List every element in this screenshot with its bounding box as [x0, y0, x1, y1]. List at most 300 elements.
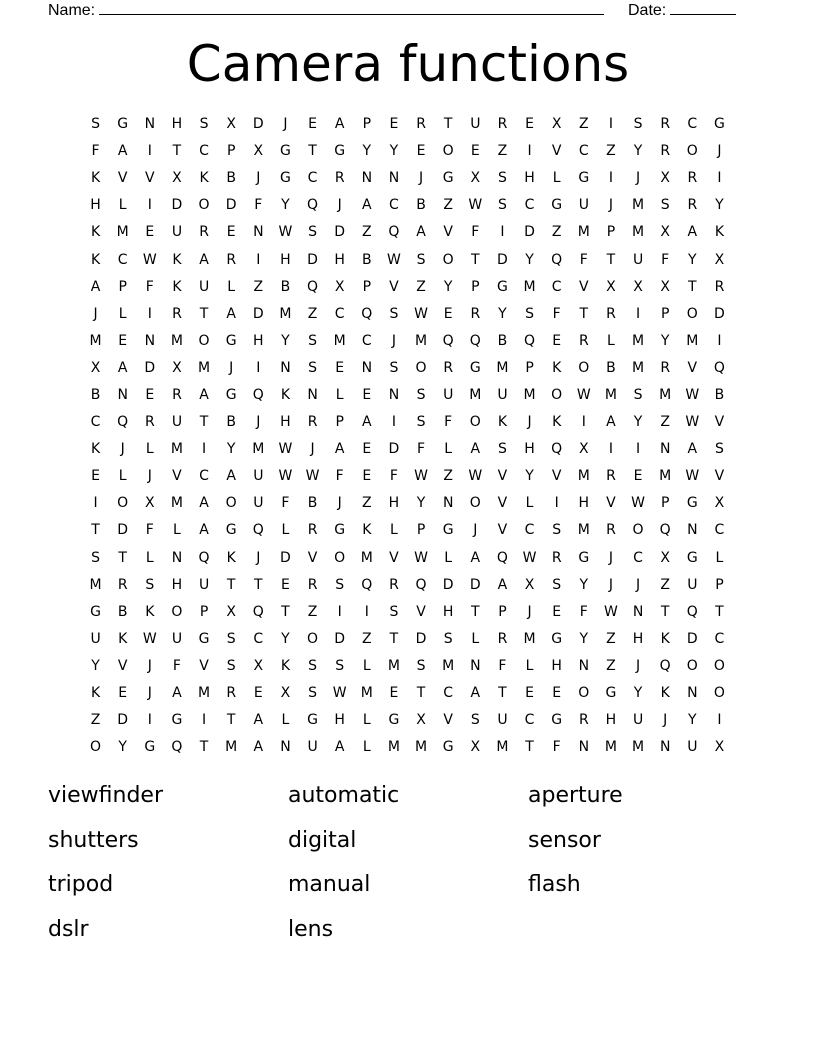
- grid-letter[interactable]: F: [579, 251, 588, 268]
- grid-letter[interactable]: M: [577, 224, 590, 241]
- grid-letter[interactable]: R: [226, 251, 237, 268]
- grid-letter[interactable]: S: [91, 116, 100, 133]
- grid-letter[interactable]: O: [713, 657, 725, 674]
- grid-letter[interactable]: R: [660, 359, 671, 376]
- grid-letter[interactable]: W: [468, 468, 483, 485]
- grid-letter[interactable]: H: [171, 576, 183, 593]
- grid-letter[interactable]: D: [225, 197, 237, 214]
- grid-letter[interactable]: M: [333, 332, 346, 349]
- grid-letter[interactable]: O: [686, 657, 698, 674]
- grid-letter[interactable]: O: [686, 305, 698, 322]
- grid-letter[interactable]: F: [552, 739, 561, 756]
- grid-letter[interactable]: U: [253, 468, 264, 485]
- grid-letter[interactable]: P: [226, 143, 236, 160]
- grid-letter[interactable]: J: [717, 143, 722, 160]
- grid-letter[interactable]: J: [608, 549, 613, 566]
- grid-letter[interactable]: G: [442, 739, 454, 756]
- grid-letter[interactable]: V: [497, 522, 508, 539]
- grid-letter[interactable]: H: [388, 495, 400, 512]
- grid-letter[interactable]: T: [254, 576, 263, 593]
- grid-letter[interactable]: R: [389, 576, 399, 593]
- grid-letter[interactable]: S: [389, 603, 399, 620]
- grid-letter[interactable]: G: [551, 630, 563, 647]
- grid-letter[interactable]: J: [635, 657, 641, 674]
- grid-letter[interactable]: C: [199, 468, 209, 485]
- grid-letter[interactable]: E: [443, 305, 453, 322]
- grid-letter[interactable]: J: [635, 170, 641, 187]
- grid-letter[interactable]: Q: [307, 278, 319, 295]
- grid-letter[interactable]: C: [199, 143, 209, 160]
- grid-letter[interactable]: I: [581, 414, 586, 431]
- grid-letter[interactable]: E: [145, 386, 155, 403]
- grid-letter[interactable]: M: [604, 739, 617, 756]
- grid-letter[interactable]: K: [90, 441, 101, 458]
- grid-letter[interactable]: E: [525, 685, 534, 702]
- grid-letter[interactable]: M: [170, 495, 183, 512]
- grid-letter[interactable]: T: [416, 685, 426, 702]
- grid-letter[interactable]: X: [172, 359, 182, 376]
- grid-letter[interactable]: N: [659, 739, 671, 756]
- grid-letter[interactable]: D: [280, 549, 291, 566]
- grid-letter[interactable]: V: [687, 359, 698, 376]
- grid-letter[interactable]: F: [389, 468, 398, 485]
- grid-letter[interactable]: M: [523, 386, 536, 403]
- grid-letter[interactable]: J: [147, 657, 152, 674]
- grid-letter[interactable]: G: [334, 522, 346, 539]
- grid-letter[interactable]: K: [280, 657, 291, 674]
- grid-letter[interactable]: W: [576, 386, 591, 403]
- grid-letter[interactable]: Q: [307, 197, 319, 214]
- grid-letter[interactable]: I: [717, 712, 722, 729]
- grid-letter[interactable]: G: [280, 143, 291, 160]
- grid-letter[interactable]: A: [226, 305, 236, 322]
- grid-letter[interactable]: I: [635, 305, 641, 322]
- grid-letter[interactable]: S: [91, 549, 100, 566]
- grid-letter[interactable]: E: [91, 468, 100, 485]
- grid-letter[interactable]: K: [172, 251, 182, 268]
- grid-letter[interactable]: U: [443, 386, 454, 403]
- grid-letter[interactable]: Y: [443, 278, 453, 295]
- grid-letter[interactable]: I: [201, 441, 207, 458]
- grid-letter[interactable]: I: [364, 603, 369, 620]
- grid-letter[interactable]: W: [685, 468, 700, 485]
- grid-letter[interactable]: D: [524, 224, 535, 241]
- grid-letter[interactable]: Y: [226, 441, 236, 458]
- grid-letter[interactable]: N: [632, 603, 644, 620]
- grid-letter[interactable]: U: [307, 739, 318, 756]
- grid-letter[interactable]: N: [253, 224, 264, 241]
- grid-letter[interactable]: K: [90, 224, 101, 241]
- grid-letter[interactable]: A: [199, 522, 209, 539]
- grid-letter[interactable]: F: [661, 251, 670, 268]
- grid-letter[interactable]: X: [714, 495, 725, 512]
- grid-letter[interactable]: F: [417, 441, 426, 458]
- grid-letter[interactable]: J: [256, 170, 261, 187]
- grid-letter[interactable]: B: [307, 495, 318, 512]
- grid-letter[interactable]: Q: [524, 332, 536, 349]
- grid-letter[interactable]: M: [523, 278, 536, 295]
- grid-letter[interactable]: H: [253, 332, 264, 349]
- grid-letter[interactable]: G: [307, 712, 318, 729]
- name-blank-line[interactable]: [99, 0, 604, 15]
- grid-letter[interactable]: Y: [633, 414, 643, 431]
- grid-letter[interactable]: L: [362, 657, 371, 674]
- grid-letter[interactable]: Y: [579, 576, 589, 593]
- grid-letter[interactable]: X: [334, 278, 345, 295]
- grid-letter[interactable]: R: [199, 224, 209, 241]
- grid-letter[interactable]: V: [145, 170, 155, 187]
- grid-letter[interactable]: Q: [442, 332, 454, 349]
- grid-letter[interactable]: C: [633, 549, 643, 566]
- grid-letter[interactable]: F: [91, 143, 100, 160]
- grid-letter[interactable]: M: [632, 197, 645, 214]
- grid-letter[interactable]: X: [524, 576, 535, 593]
- grid-letter[interactable]: M: [170, 441, 183, 458]
- grid-letter[interactable]: M: [116, 224, 129, 241]
- grid-letter[interactable]: Q: [659, 657, 671, 674]
- grid-letter[interactable]: S: [470, 712, 480, 729]
- grid-letter[interactable]: A: [226, 468, 236, 485]
- grid-letter[interactable]: X: [90, 359, 101, 376]
- grid-letter[interactable]: L: [118, 468, 127, 485]
- grid-letter[interactable]: T: [660, 603, 670, 620]
- grid-letter[interactable]: V: [389, 278, 399, 295]
- grid-letter[interactable]: L: [118, 197, 127, 214]
- grid-letter[interactable]: C: [389, 197, 399, 214]
- grid-letter[interactable]: L: [552, 170, 561, 187]
- grid-letter[interactable]: N: [442, 495, 454, 512]
- grid-letter[interactable]: R: [578, 712, 589, 729]
- grid-letter[interactable]: E: [308, 116, 317, 133]
- grid-letter[interactable]: Z: [307, 603, 318, 620]
- grid-letter[interactable]: O: [469, 414, 481, 431]
- grid-letter[interactable]: R: [172, 305, 182, 322]
- grid-letter[interactable]: S: [226, 657, 236, 674]
- grid-letter[interactable]: O: [198, 332, 210, 349]
- grid-letter[interactable]: Q: [361, 305, 373, 322]
- grid-letter[interactable]: Y: [715, 197, 724, 214]
- grid-letter[interactable]: G: [144, 739, 156, 756]
- grid-letter[interactable]: Y: [579, 630, 589, 647]
- grid-letter[interactable]: K: [90, 251, 101, 268]
- grid-letter[interactable]: B: [90, 386, 101, 403]
- grid-letter[interactable]: G: [686, 549, 698, 566]
- grid-letter[interactable]: L: [471, 630, 480, 647]
- grid-letter[interactable]: H: [632, 630, 644, 647]
- grid-letter[interactable]: L: [444, 441, 453, 458]
- grid-letter[interactable]: E: [335, 359, 345, 376]
- grid-letter[interactable]: D: [334, 630, 346, 647]
- grid-letter[interactable]: F: [335, 468, 344, 485]
- grid-letter[interactable]: R: [606, 305, 616, 322]
- grid-letter[interactable]: X: [253, 657, 264, 674]
- grid-letter[interactable]: O: [307, 630, 319, 647]
- grid-letter[interactable]: K: [714, 224, 725, 241]
- grid-letter[interactable]: V: [117, 657, 128, 674]
- grid-letter[interactable]: X: [145, 495, 155, 512]
- grid-letter[interactable]: P: [660, 495, 670, 512]
- grid-letter[interactable]: W: [142, 630, 157, 647]
- grid-letter[interactable]: Z: [307, 305, 318, 322]
- grid-letter[interactable]: B: [416, 197, 426, 214]
- grid-letter[interactable]: V: [443, 224, 453, 241]
- grid-letter[interactable]: D: [252, 305, 264, 322]
- grid-letter[interactable]: D: [469, 576, 481, 593]
- grid-letter[interactable]: P: [525, 359, 534, 376]
- grid-letter[interactable]: S: [335, 657, 345, 674]
- grid-letter[interactable]: N: [307, 386, 318, 403]
- grid-letter[interactable]: N: [117, 386, 128, 403]
- grid-letter[interactable]: G: [388, 712, 400, 729]
- grid-letter[interactable]: S: [416, 251, 426, 268]
- grid-letter[interactable]: U: [171, 630, 183, 647]
- grid-letter[interactable]: T: [226, 576, 236, 593]
- grid-letter[interactable]: K: [226, 549, 236, 566]
- grid-letter[interactable]: B: [226, 170, 236, 187]
- grid-letter[interactable]: R: [660, 143, 671, 160]
- grid-letter[interactable]: T: [199, 739, 209, 756]
- grid-letter[interactable]: D: [442, 576, 454, 593]
- grid-letter[interactable]: E: [118, 685, 128, 702]
- grid-letter[interactable]: O: [334, 549, 346, 566]
- grid-letter[interactable]: M: [577, 522, 590, 539]
- grid-letter[interactable]: R: [443, 359, 454, 376]
- grid-letter[interactable]: W: [468, 197, 483, 214]
- grid-letter[interactable]: T: [226, 712, 236, 729]
- grid-letter[interactable]: Z: [497, 143, 508, 160]
- grid-letter[interactable]: Z: [362, 495, 372, 512]
- grid-letter[interactable]: G: [551, 712, 563, 729]
- grid-letter[interactable]: C: [117, 251, 128, 268]
- grid-letter[interactable]: R: [660, 116, 671, 133]
- grid-letter[interactable]: X: [226, 116, 236, 133]
- grid-letter[interactable]: F: [254, 197, 263, 214]
- grid-letter[interactable]: U: [497, 386, 508, 403]
- grid-letter[interactable]: R: [551, 549, 562, 566]
- grid-letter[interactable]: K: [552, 359, 562, 376]
- grid-letter[interactable]: I: [256, 359, 261, 376]
- grid-letter[interactable]: S: [497, 441, 507, 458]
- grid-letter[interactable]: K: [90, 170, 101, 187]
- grid-letter[interactable]: V: [497, 468, 508, 485]
- grid-letter[interactable]: G: [225, 522, 237, 539]
- grid-letter[interactable]: Q: [551, 251, 563, 268]
- grid-letter[interactable]: Q: [659, 522, 671, 539]
- grid-letter[interactable]: B: [497, 332, 508, 349]
- grid-letter[interactable]: R: [497, 116, 508, 133]
- grid-letter[interactable]: A: [334, 739, 345, 756]
- grid-letter[interactable]: T: [579, 305, 589, 322]
- grid-letter[interactable]: K: [497, 414, 508, 431]
- grid-letter[interactable]: R: [334, 170, 345, 187]
- grid-letter[interactable]: E: [552, 603, 562, 620]
- grid-letter[interactable]: V: [389, 549, 399, 566]
- grid-letter[interactable]: W: [685, 386, 700, 403]
- grid-letter[interactable]: G: [225, 386, 237, 403]
- grid-letter[interactable]: S: [660, 197, 670, 214]
- grid-letter[interactable]: S: [389, 359, 399, 376]
- grid-letter[interactable]: V: [497, 495, 508, 512]
- grid-letter[interactable]: C: [524, 522, 535, 539]
- grid-letter[interactable]: K: [172, 278, 182, 295]
- grid-letter[interactable]: A: [199, 251, 209, 268]
- grid-letter[interactable]: Q: [171, 739, 183, 756]
- grid-letter[interactable]: S: [497, 170, 507, 187]
- grid-letter[interactable]: S: [443, 630, 453, 647]
- grid-letter[interactable]: S: [416, 657, 426, 674]
- grid-letter[interactable]: F: [172, 657, 181, 674]
- grid-letter[interactable]: Z: [660, 414, 670, 431]
- grid-letter[interactable]: I: [391, 414, 396, 431]
- grid-letter[interactable]: Z: [362, 224, 372, 241]
- grid-letter[interactable]: X: [660, 278, 670, 295]
- grid-letter[interactable]: W: [332, 685, 347, 702]
- grid-letter[interactable]: H: [605, 712, 617, 729]
- grid-letter[interactable]: S: [145, 576, 155, 593]
- grid-letter[interactable]: A: [199, 495, 209, 512]
- grid-letter[interactable]: O: [551, 386, 563, 403]
- grid-letter[interactable]: J: [229, 359, 234, 376]
- grid-letter[interactable]: S: [497, 197, 507, 214]
- grid-letter[interactable]: N: [687, 522, 698, 539]
- grid-letter[interactable]: M: [469, 386, 482, 403]
- grid-letter[interactable]: S: [308, 332, 317, 349]
- grid-letter[interactable]: U: [632, 251, 644, 268]
- grid-letter[interactable]: G: [469, 359, 481, 376]
- grid-letter[interactable]: M: [523, 630, 536, 647]
- grid-letter[interactable]: E: [362, 386, 372, 403]
- grid-letter[interactable]: R: [307, 522, 318, 539]
- grid-letter[interactable]: U: [687, 576, 698, 593]
- grid-letter[interactable]: U: [171, 414, 183, 431]
- grid-letter[interactable]: S: [525, 305, 534, 322]
- grid-letter[interactable]: L: [362, 712, 371, 729]
- grid-letter[interactable]: W: [142, 251, 157, 268]
- grid-letter[interactable]: A: [117, 143, 128, 160]
- grid-letter[interactable]: O: [578, 359, 590, 376]
- grid-letter[interactable]: Z: [606, 657, 616, 674]
- grid-letter[interactable]: U: [198, 278, 210, 295]
- grid-letter[interactable]: J: [473, 522, 478, 539]
- grid-letter[interactable]: W: [685, 414, 700, 431]
- grid-letter[interactable]: B: [606, 359, 616, 376]
- grid-letter[interactable]: Z: [362, 630, 372, 647]
- grid-letter[interactable]: E: [552, 332, 562, 349]
- grid-letter[interactable]: J: [527, 603, 532, 620]
- grid-letter[interactable]: J: [147, 468, 152, 485]
- grid-letter[interactable]: T: [172, 143, 182, 160]
- grid-letter[interactable]: G: [171, 712, 183, 729]
- grid-letter[interactable]: O: [686, 143, 698, 160]
- grid-letter[interactable]: N: [470, 657, 481, 674]
- grid-letter[interactable]: S: [226, 630, 236, 647]
- grid-letter[interactable]: S: [308, 657, 317, 674]
- grid-letter[interactable]: S: [416, 414, 426, 431]
- grid-letter[interactable]: D: [171, 197, 183, 214]
- grid-letter[interactable]: Q: [361, 576, 373, 593]
- grid-letter[interactable]: K: [660, 685, 670, 702]
- grid-letter[interactable]: T: [91, 522, 100, 539]
- grid-letter[interactable]: V: [199, 657, 209, 674]
- grid-letter[interactable]: I: [717, 332, 722, 349]
- grid-letter[interactable]: V: [714, 414, 725, 431]
- grid-letter[interactable]: R: [714, 278, 725, 295]
- grid-letter[interactable]: C: [253, 630, 264, 647]
- grid-letter[interactable]: F: [579, 603, 588, 620]
- grid-letter[interactable]: O: [442, 143, 454, 160]
- grid-letter[interactable]: L: [715, 549, 724, 566]
- grid-letter[interactable]: D: [388, 441, 400, 458]
- grid-letter[interactable]: K: [280, 386, 291, 403]
- grid-letter[interactable]: I: [717, 170, 722, 187]
- grid-letter[interactable]: X: [470, 739, 481, 756]
- grid-letter[interactable]: X: [660, 549, 670, 566]
- grid-letter[interactable]: Y: [688, 251, 697, 268]
- grid-letter[interactable]: L: [281, 522, 290, 539]
- grid-letter[interactable]: Y: [525, 468, 534, 485]
- grid-letter[interactable]: E: [552, 685, 562, 702]
- grid-letter[interactable]: H: [524, 441, 535, 458]
- grid-letter[interactable]: D: [686, 630, 698, 647]
- grid-letter[interactable]: P: [498, 603, 507, 620]
- grid-letter[interactable]: S: [714, 441, 724, 458]
- grid-letter[interactable]: M: [442, 657, 455, 674]
- grid-letter[interactable]: C: [524, 712, 535, 729]
- grid-letter[interactable]: B: [117, 603, 128, 620]
- grid-letter[interactable]: D: [252, 116, 264, 133]
- grid-letter[interactable]: W: [278, 468, 293, 485]
- grid-letter[interactable]: E: [118, 332, 128, 349]
- grid-letter[interactable]: X: [660, 170, 670, 187]
- grid-letter[interactable]: G: [280, 170, 291, 187]
- grid-letter[interactable]: G: [497, 278, 508, 295]
- grid-letter[interactable]: L: [444, 549, 453, 566]
- grid-letter[interactable]: M: [659, 468, 672, 485]
- grid-letter[interactable]: M: [496, 359, 509, 376]
- grid-letter[interactable]: X: [226, 603, 236, 620]
- grid-letter[interactable]: M: [198, 685, 211, 702]
- grid-letter[interactable]: L: [118, 305, 127, 322]
- grid-letter[interactable]: L: [145, 441, 154, 458]
- grid-letter[interactable]: Y: [362, 143, 372, 160]
- grid-letter[interactable]: Y: [633, 143, 643, 160]
- grid-letter[interactable]: W: [305, 468, 320, 485]
- grid-letter[interactable]: M: [387, 739, 400, 756]
- grid-letter[interactable]: O: [632, 522, 644, 539]
- grid-letter[interactable]: V: [551, 143, 562, 160]
- grid-letter[interactable]: J: [608, 197, 613, 214]
- grid-letter[interactable]: N: [144, 116, 156, 133]
- grid-letter[interactable]: T: [498, 685, 507, 702]
- grid-letter[interactable]: I: [147, 305, 152, 322]
- grid-letter[interactable]: L: [607, 332, 615, 349]
- grid-letter[interactable]: U: [687, 739, 698, 756]
- grid-letter[interactable]: C: [307, 170, 318, 187]
- grid-letter[interactable]: A: [117, 359, 128, 376]
- grid-letter[interactable]: D: [497, 251, 508, 268]
- grid-letter[interactable]: A: [497, 576, 508, 593]
- grid-letter[interactable]: A: [470, 685, 481, 702]
- grid-letter[interactable]: I: [147, 143, 152, 160]
- grid-letter[interactable]: X: [551, 116, 562, 133]
- grid-letter[interactable]: L: [525, 657, 534, 674]
- grid-letter[interactable]: J: [391, 332, 396, 349]
- grid-letter[interactable]: R: [307, 414, 318, 431]
- grid-letter[interactable]: W: [522, 549, 537, 566]
- grid-letter[interactable]: H: [578, 495, 590, 512]
- grid-letter[interactable]: Y: [281, 630, 290, 647]
- grid-letter[interactable]: K: [199, 170, 209, 187]
